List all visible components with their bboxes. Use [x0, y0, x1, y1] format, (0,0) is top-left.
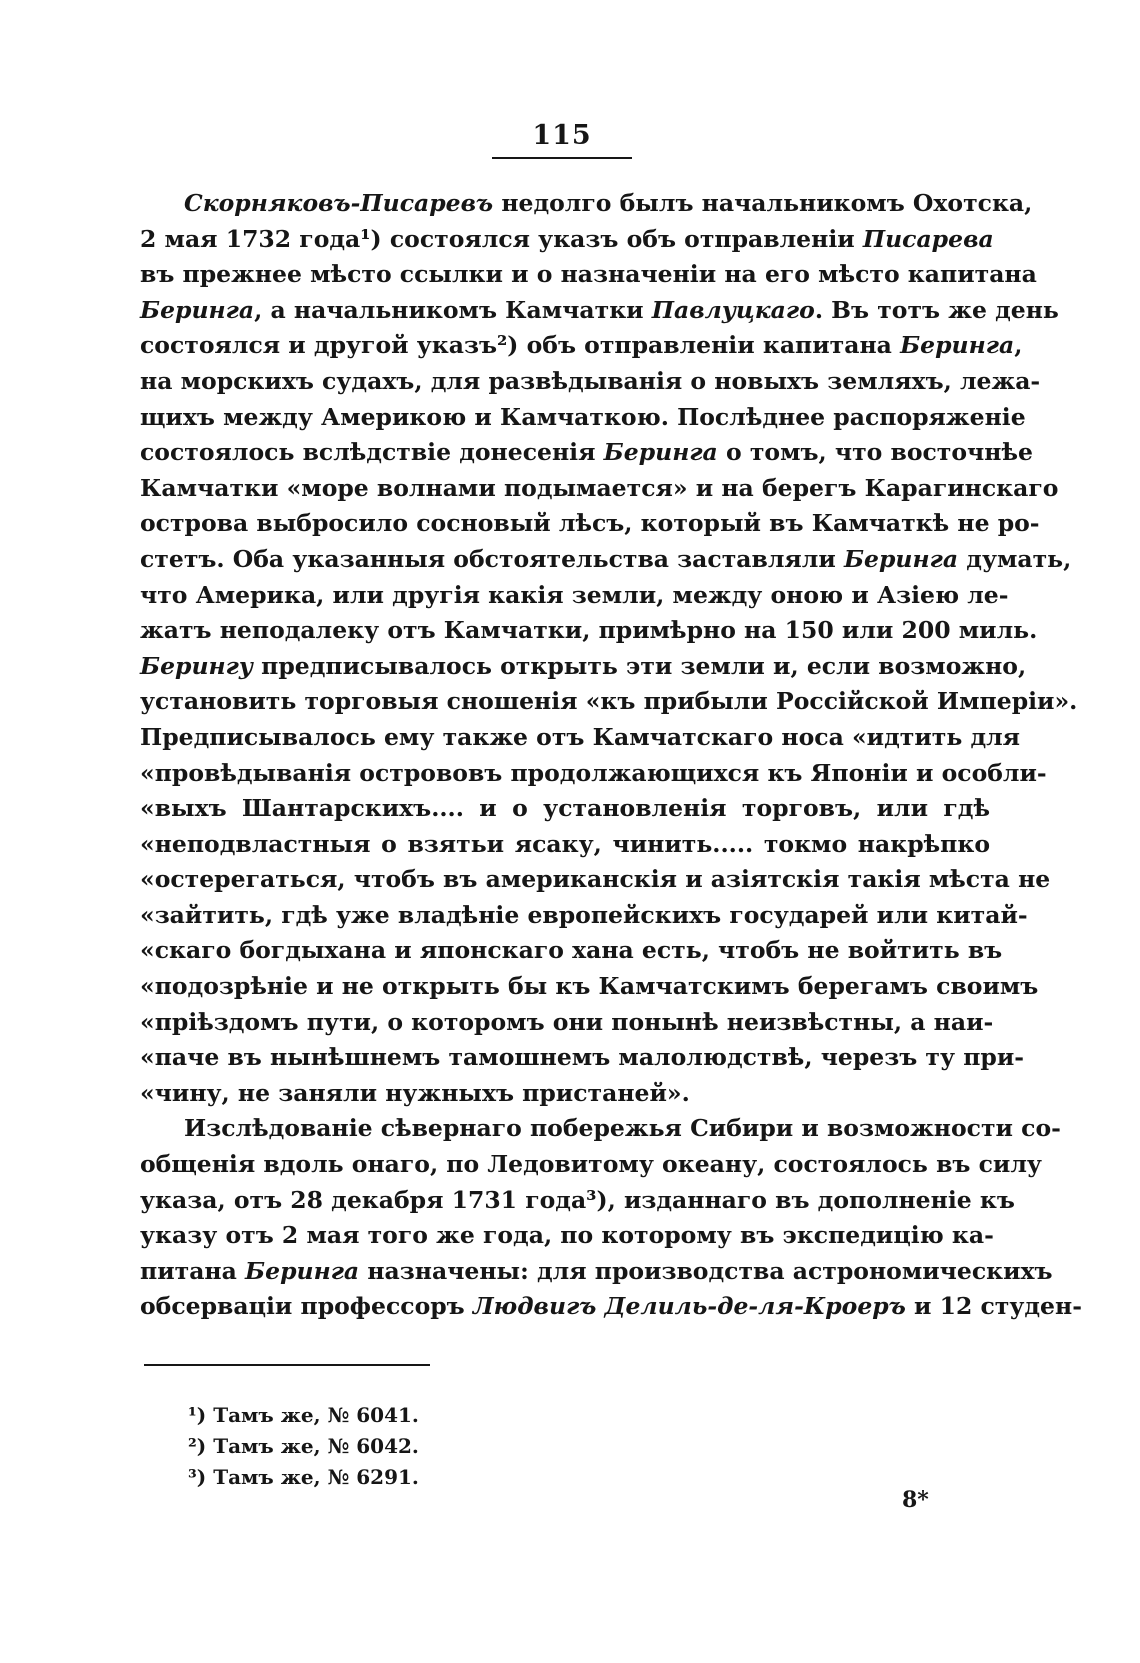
text-line: «зайтить, гдѣ уже владѣніе европейскихъ государей или китай-	[140, 900, 1028, 929]
body-text	[140, 186, 1082, 1325]
text-line: «скаго богдыхана и японскаго хана есть, чтобъ не войтить въ	[140, 936, 1003, 965]
text-line: Изслѣдованіе сѣвернаго побережья Сибири и возможности со-	[184, 1114, 1061, 1143]
text-line: Предписывалось ему также отъ Камчатскаго носа «идтить для	[140, 722, 1021, 751]
text-line: что Америка, или другія какія земли, между оною и Азіею ле-	[140, 580, 1009, 609]
text-line: щихъ между Америкою и Камчаткою. Послѣднее распоряженіе	[140, 402, 1026, 431]
text-line: 2 мая 1732 года¹) состоялся указъ объ отправленіи Писарева	[140, 224, 994, 253]
text-line: «подозрѣніе и не открыть бы къ Камчатскимъ берегамъ своимъ	[140, 972, 1039, 1001]
text-line: Берингу предписывалось открыть эти земли и, если возможно,	[140, 651, 1027, 680]
text-line: острова выбросило сосновый лѣсъ, который въ Камчаткѣ не ро-	[140, 509, 1040, 538]
page-number: 115	[532, 120, 592, 151]
text-line: обсерваціи профессоръ Людвигъ Делиль-де-ля-Кроеръ и 12 студен-	[140, 1292, 1082, 1321]
footnote-rule	[144, 1364, 430, 1366]
footnote: ¹) Тамъ же, № 6041.	[188, 1403, 419, 1427]
text-line: состоялся и другой указъ²) объ отправленіи капитана Беринга,	[140, 331, 1023, 360]
text-line: Скорняковъ-Писаревъ недолго былъ начальникомъ Охотска,	[184, 189, 1033, 217]
text-line: «неподвластныя о взятьи ясаку, чинить..... токмо накрѣпко	[140, 829, 990, 858]
text-line: «провѣдыванія острововъ продолжающихся къ Японіи и особли-	[140, 758, 1047, 787]
text-line: жатъ неподалеку отъ Камчатки, примѣрно на 150 или 200 миль.	[140, 616, 1038, 645]
text-line: общенія вдоль онаго, по Ледовитому океану, состоялось въ силу	[140, 1150, 1042, 1179]
text-line: «паче въ нынѣшнемъ тамошнемъ малолюдствѣ, черезъ ту при-	[140, 1043, 1025, 1072]
text-line: питана Беринга назначены: для производства астрономическихъ	[140, 1256, 1053, 1285]
page-number-rule	[492, 157, 632, 159]
text-line: «остерегаться, чтобъ въ американскія и азіятскія такія мѣста не	[140, 865, 1051, 894]
text-line: указа, отъ 28 декабря 1731 года³), изданнаго въ дополненіе къ	[140, 1185, 1015, 1214]
text-line: установить торговыя сношенія «къ прибыли Россійской Имперіи».	[140, 687, 1078, 716]
footnotes	[188, 1400, 688, 1493]
text-line: Камчатки «море волнами подымается» и на берегъ Карагинскаго	[140, 473, 1059, 502]
text-line: состоялось вслѣдствіе донесенія Беринга о томъ, что восточнѣе	[140, 438, 1033, 467]
text-line: «чину, не заняли нужныхъ пристаней».	[140, 1078, 690, 1107]
text-line: указу отъ 2 мая того же года, по которому въ экспедицію ка-	[140, 1221, 994, 1250]
footnote: ³) Тамъ же, № 6291.	[188, 1465, 419, 1489]
text-line: «пріѣздомъ пути, о которомъ они понынѣ неизвѣстны, а наи-	[140, 1007, 994, 1036]
text-line: на морскихъ судахъ, для развѣдыванія о новыхъ земляхъ, лежа-	[140, 366, 1041, 395]
text-line: «выхъ Шантарскихъ.... и о установленія торговъ, или гдѣ	[140, 794, 990, 823]
footnote: ²) Тамъ же, № 6042.	[188, 1434, 419, 1458]
text-line: Беринга, а начальникомъ Камчатки Павлуцкаго. Въ тотъ же день	[140, 295, 1059, 324]
text-line: стетъ. Оба указанныя обстоятельства заставляли Беринга думать,	[140, 544, 1072, 573]
printer-signature-mark: 8*	[902, 1487, 929, 1513]
text-line: въ прежнее мѣсто ссылки и о назначеніи на его мѣсто капитана	[140, 260, 1037, 289]
